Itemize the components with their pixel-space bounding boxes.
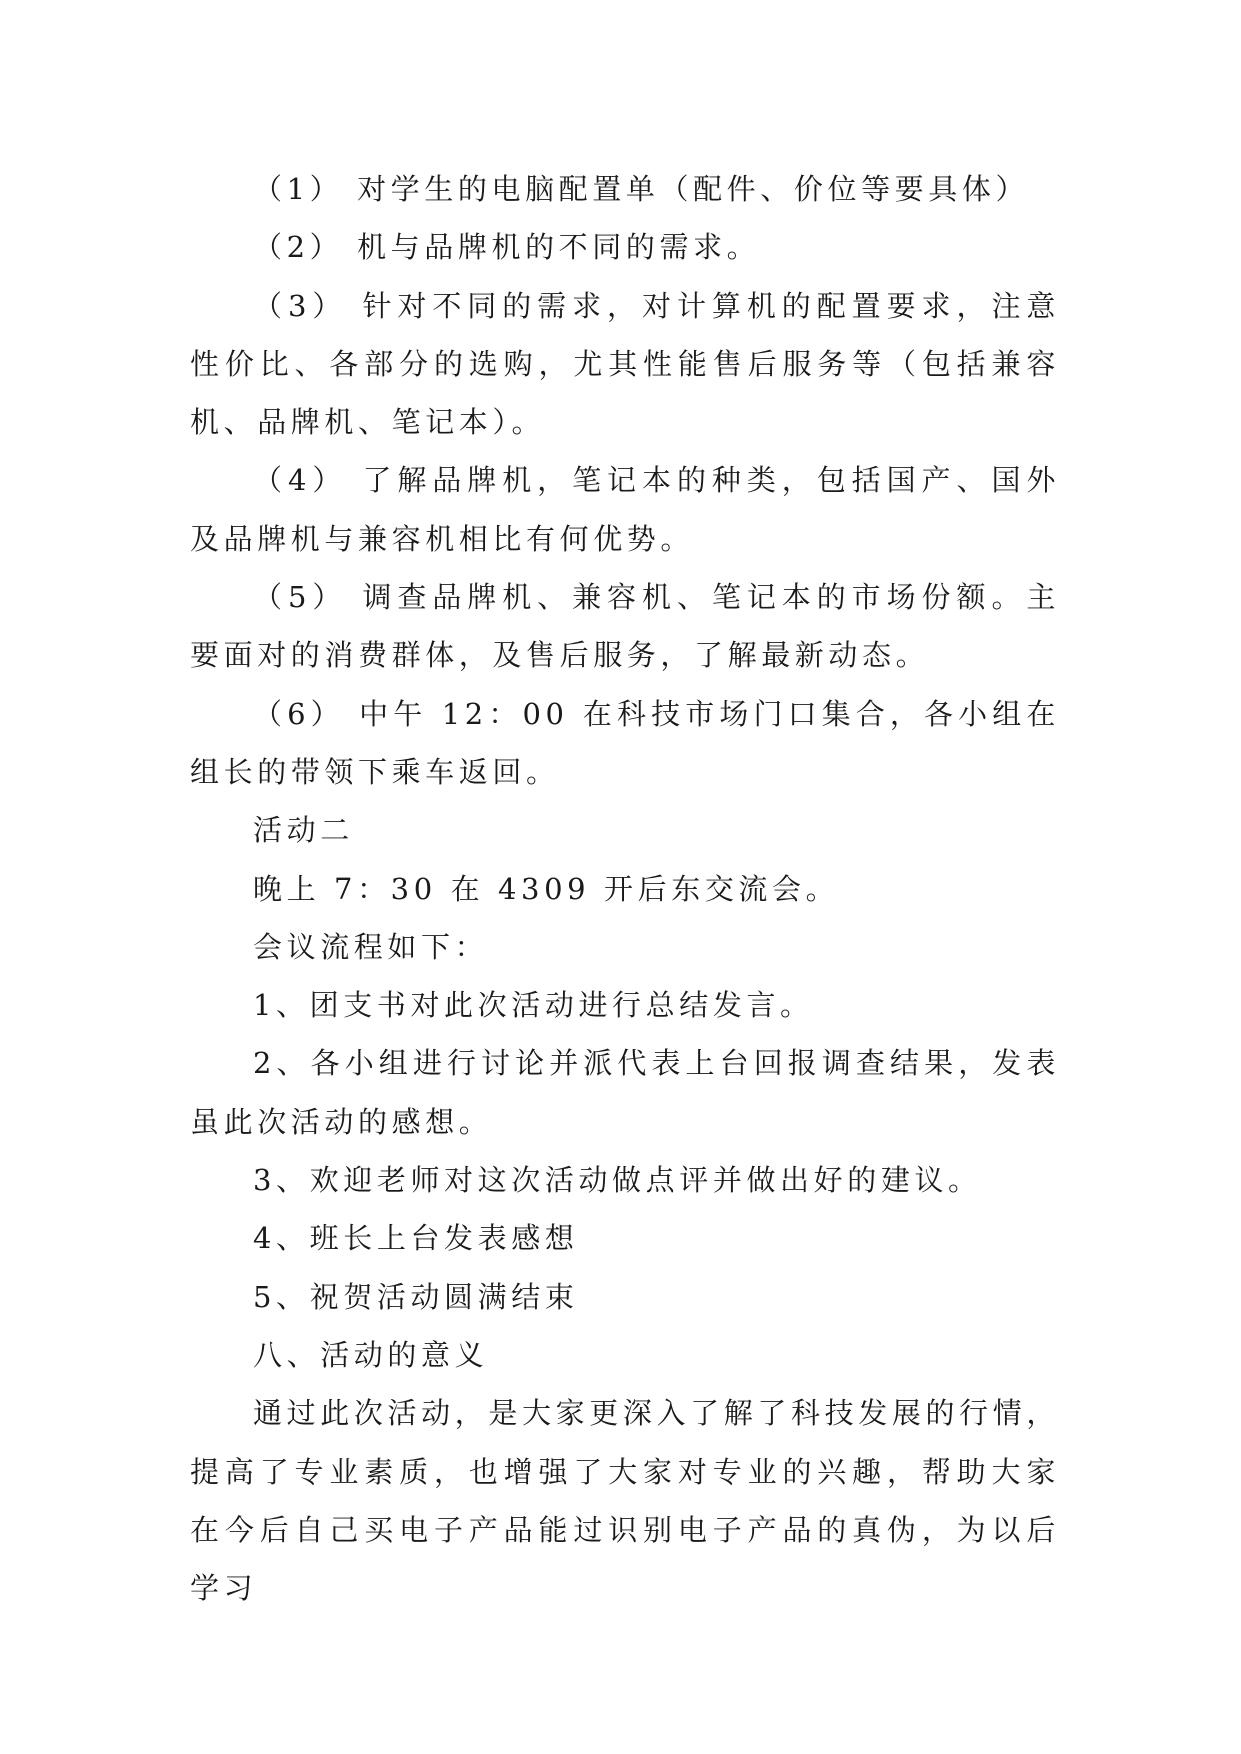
paragraph-item-1: （1） 对学生的电脑配置单（配件、价位等要具体）: [253, 172, 1030, 206]
flow-step-4: 4、班长上台发表感想: [253, 1221, 579, 1256]
meeting-time: 晚上 7：30 在 4309 开后东交流会。: [253, 871, 840, 906]
paragraph-item-3: （3） 针对不同的需求，对计算机的配置要求，注意性价比、各部分的选购，尤其性能售后服务等（包括兼容机、品牌机、笔记本）。: [190, 288, 1060, 440]
flow-step-2: 2、各小组进行讨论并派代表上台回报调查结果，发表虽此次活动的感想。: [190, 1046, 1060, 1139]
flow-step-5: 5、祝贺活动圆满结束: [253, 1279, 579, 1314]
paragraph-item-4: （4） 了解品牌机，笔记本的种类，包括国产、国外及品牌机与兼容机相比有何优势。: [190, 463, 1060, 556]
document-body: [190, 160, 1060, 1617]
paragraph-item-2: （2） 机与品牌机的不同的需求。: [253, 230, 761, 265]
flow-step-1: 1、团支书对此次活动进行总结发言。: [253, 988, 814, 1023]
section-heading-activity-two: 活动二: [253, 813, 354, 848]
flow-step-3: 3、欢迎老师对这次活动做点评并做出好的建议。: [253, 1163, 982, 1198]
paragraph-item-5: （5） 调查品牌机、兼容机、笔记本的市场份额。主要面对的消费群体，及售后服务，了解最新动态。: [190, 580, 1060, 673]
section-heading-significance: 八、活动的意义: [253, 1337, 489, 1372]
significance-paragraph: 通过此次活动，是大家更深入了解了科技发展的行情，提高了专业素质，也增强了大家对专业的兴趣，帮助大家在今后自己买电子产品能过识别电子产品的真伪，为以后学习: [190, 1396, 1060, 1606]
paragraph-item-6: （6） 中午 12：00 在科技市场门口集合，各小组在组长的带领下乘车返回。: [190, 696, 1060, 789]
meeting-flow-heading: 会议流程如下：: [253, 929, 489, 964]
